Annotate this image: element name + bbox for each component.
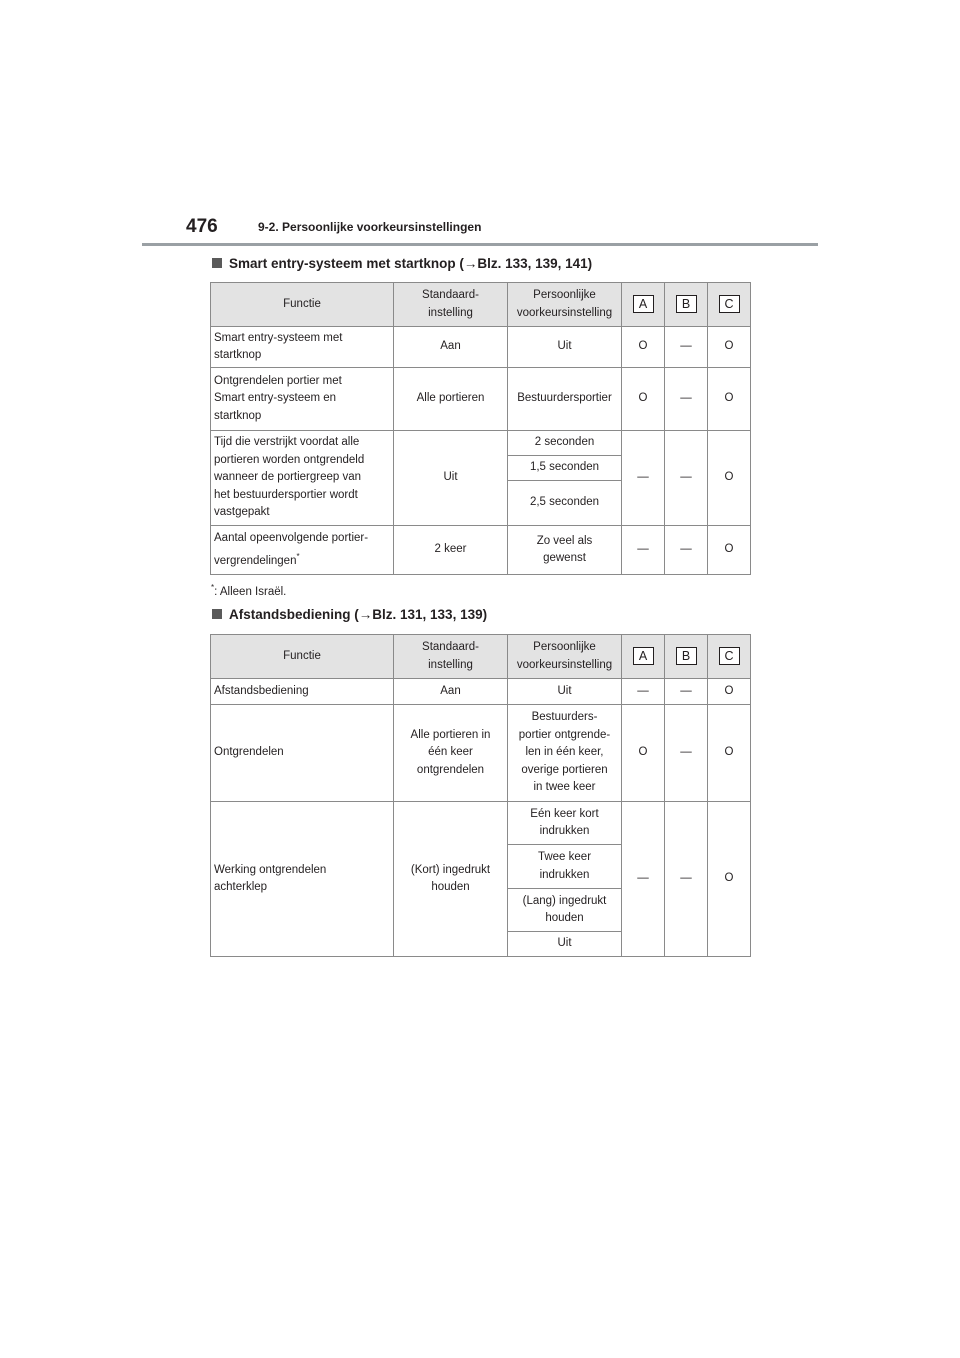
- table-row: [211, 679, 751, 705]
- column-header-b: [665, 283, 708, 327]
- arrow-icon: →: [463, 256, 478, 271]
- personal-cell: Bestuurdersportier: [508, 368, 622, 431]
- function-cell: Aantal opeenvolgende portier- vergrendelingen*: [211, 526, 394, 575]
- personal-cell: Bestuurders- portier ontgrende- len in één keer, overige portieren in twee keer: [508, 705, 622, 802]
- a-cell: —: [622, 802, 665, 957]
- function-cell: Tijd die verstrijkt voordat alle portieren worden ontgrendeld wanneer de portiergreep van het bestuurdersportier wordt vastgepakt: [211, 431, 394, 526]
- section-heading-smart-entry: [212, 256, 592, 271]
- heading-text: Afstandsbediening (: [229, 607, 359, 622]
- c-cell: O: [708, 679, 751, 705]
- personal-option-cell: 2,5 seconden: [508, 481, 622, 526]
- personal-option-cell: Eén keer kort indrukken: [508, 802, 622, 845]
- b-cell: —: [665, 705, 708, 802]
- square-bullet-icon: [212, 258, 222, 268]
- function-cell: Smart entry-systeem met startknop: [211, 327, 394, 368]
- letter-a-icon: A: [633, 647, 654, 665]
- personal-cell: Uit: [508, 327, 622, 368]
- page-number: 476: [186, 216, 218, 237]
- column-header-c: [708, 635, 751, 679]
- default-cell: Aan: [394, 327, 508, 368]
- table-row: [211, 327, 751, 368]
- c-cell: O: [708, 368, 751, 431]
- column-header-function: Functie: [211, 283, 394, 327]
- b-cell: —: [665, 431, 708, 526]
- personal-option-cell: Uit: [508, 932, 622, 957]
- column-header-a: [622, 635, 665, 679]
- column-header-function: Functie: [211, 635, 394, 679]
- c-cell: O: [708, 431, 751, 526]
- default-cell: (Kort) ingedrukt houden: [394, 802, 508, 957]
- table-row: [211, 705, 751, 802]
- remote-settings-table: [210, 634, 751, 957]
- function-cell: Afstandsbediening: [211, 679, 394, 705]
- personal-cell: Uit: [508, 679, 622, 705]
- column-header-default: Standaard- instelling: [394, 635, 508, 679]
- b-cell: —: [665, 802, 708, 957]
- personal-option-cell: 2 seconden: [508, 431, 622, 456]
- table-row: [211, 526, 751, 575]
- c-cell: O: [708, 327, 751, 368]
- letter-c-icon: C: [719, 295, 740, 313]
- c-cell: O: [708, 705, 751, 802]
- table-row: [211, 802, 751, 845]
- header-rule: [142, 243, 818, 246]
- column-header-c: [708, 283, 751, 327]
- personal-option-cell: Twee keer indrukken: [508, 845, 622, 889]
- column-header-a: [622, 283, 665, 327]
- c-cell: O: [708, 802, 751, 957]
- b-cell: —: [665, 368, 708, 431]
- footnote: *: Alleen Israël.: [211, 583, 287, 598]
- letter-a-icon: A: [633, 295, 654, 313]
- heading-page-reference: Blz. 133, 139, 141): [477, 256, 593, 271]
- a-cell: O: [622, 327, 665, 368]
- square-bullet-icon: [212, 609, 222, 619]
- c-cell: O: [708, 526, 751, 575]
- letter-b-icon: B: [676, 295, 697, 313]
- column-header-personal: Persoonlijke voorkeursinstelling: [508, 635, 622, 679]
- chapter-title: 9-2. Persoonlijke voorkeursinstellingen: [258, 220, 482, 234]
- default-cell: Uit: [394, 431, 508, 526]
- column-header-personal: Persoonlijke voorkeursinstelling: [508, 283, 622, 327]
- default-cell: 2 keer: [394, 526, 508, 575]
- b-cell: —: [665, 679, 708, 705]
- heading-text: Smart entry-systeem met startknop (: [229, 256, 464, 271]
- table-header-row: [211, 635, 751, 679]
- function-cell: Ontgrendelen: [211, 705, 394, 802]
- heading-page-reference: Blz. 131, 133, 139): [372, 607, 488, 622]
- a-cell: —: [622, 526, 665, 575]
- table-row: [211, 431, 751, 456]
- letter-c-icon: C: [719, 647, 740, 665]
- function-cell: Ontgrendelen portier met Smart entry-systeem en startknop: [211, 368, 394, 431]
- default-cell: Alle portieren in één keer ontgrendelen: [394, 705, 508, 802]
- default-cell: Aan: [394, 679, 508, 705]
- personal-option-cell: 1,5 seconden: [508, 456, 622, 481]
- column-header-default: Standaard- instelling: [394, 283, 508, 327]
- table-row: [211, 368, 751, 431]
- function-cell: Werking ontgrendelen achterklep: [211, 802, 394, 957]
- default-cell: Alle portieren: [394, 368, 508, 431]
- section-heading-remote: [212, 607, 487, 622]
- b-cell: —: [665, 327, 708, 368]
- b-cell: —: [665, 526, 708, 575]
- table-header-row: [211, 283, 751, 327]
- smart-entry-settings-table: [210, 282, 751, 575]
- personal-cell: Zo veel als gewenst: [508, 526, 622, 575]
- letter-b-icon: B: [676, 647, 697, 665]
- a-cell: —: [622, 679, 665, 705]
- column-header-b: [665, 635, 708, 679]
- personal-option-cell: (Lang) ingedrukt houden: [508, 889, 622, 932]
- a-cell: O: [622, 368, 665, 431]
- a-cell: —: [622, 431, 665, 526]
- arrow-icon: →: [358, 607, 373, 622]
- a-cell: O: [622, 705, 665, 802]
